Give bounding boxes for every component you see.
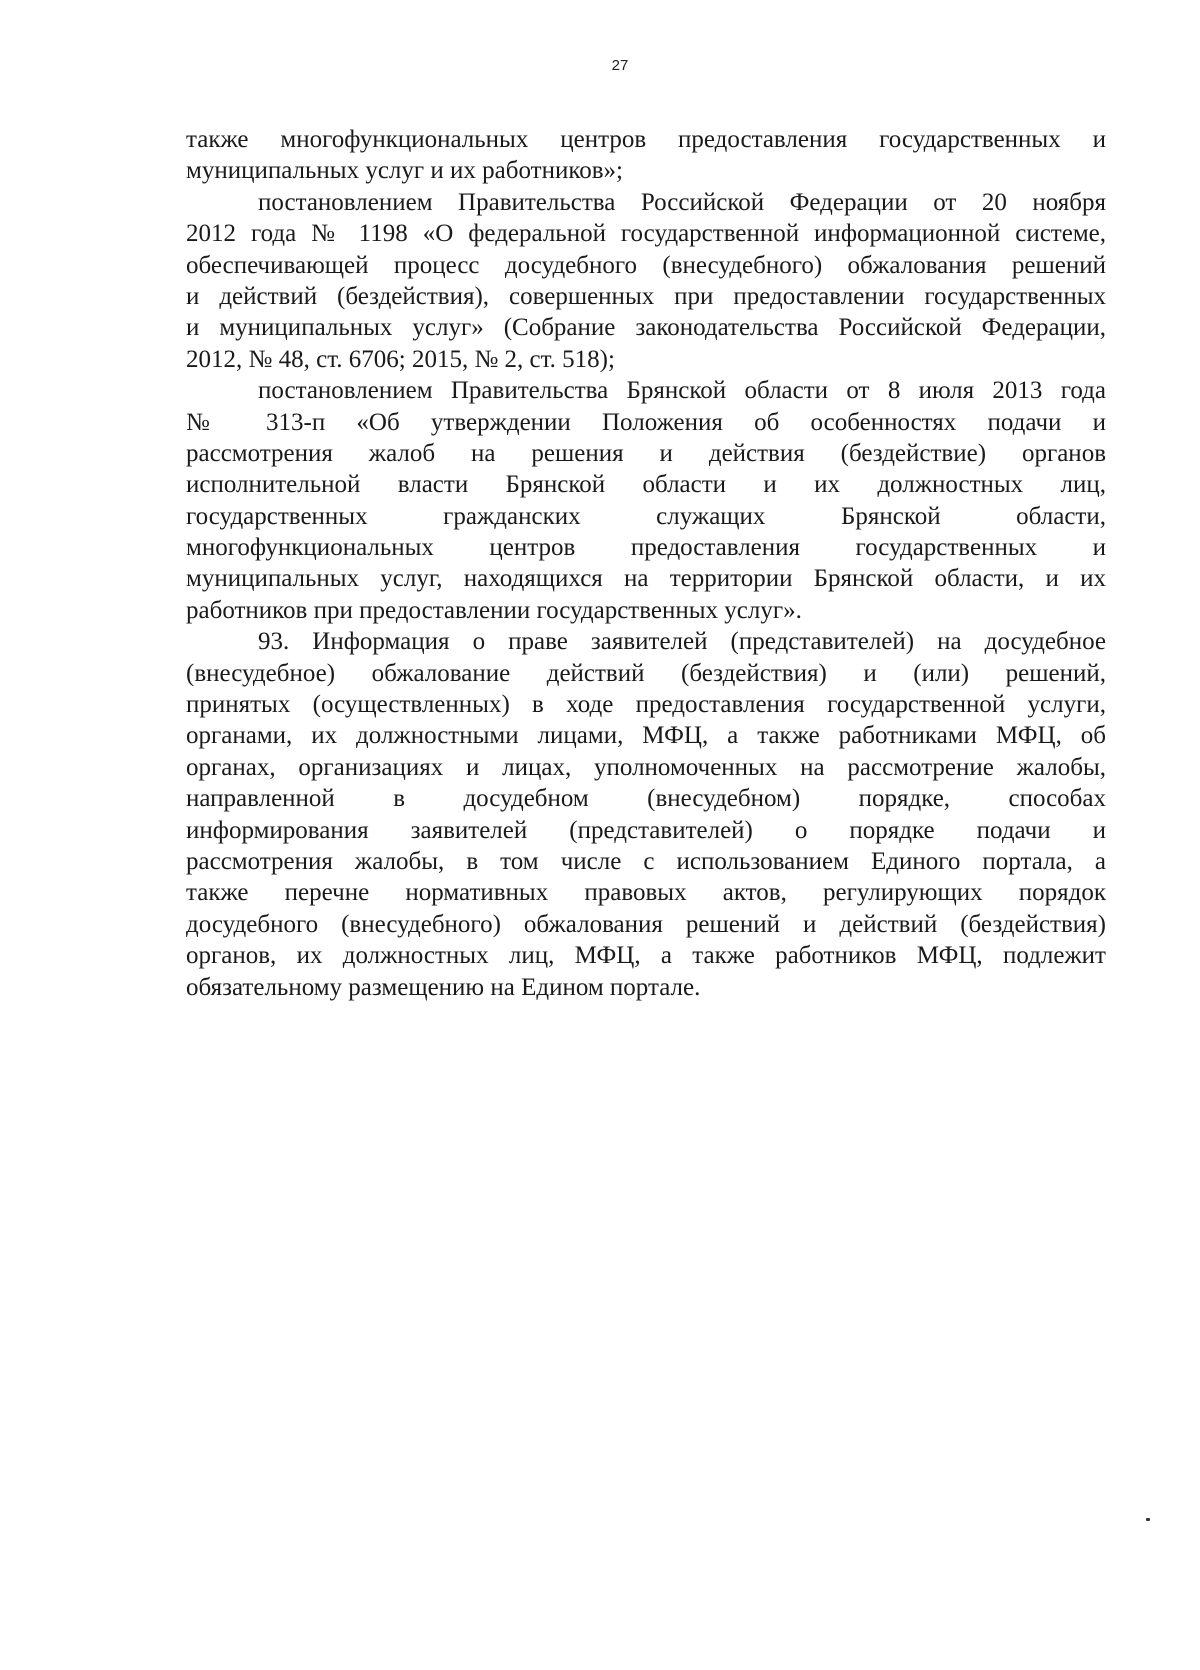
text-line: 2012 года № 1198 «О федеральной государственной информационной системе, bbox=[186, 220, 1106, 248]
text-line: рассмотрения жалобы, в том числе с использованием Единого портала, а bbox=[186, 847, 1106, 875]
scan-speck bbox=[1146, 1518, 1150, 1521]
text-line: исполнительной власти Брянской области и их должностных лиц, bbox=[186, 471, 1106, 499]
text-line: досудебного (внесудебного) обжалования решений и действий (бездействия) bbox=[186, 910, 1106, 938]
text-line: постановлением Правительства Российской Федерации от 20 ноября bbox=[258, 188, 1106, 216]
text-line: информирования заявителей (представителей) о порядке подачи и bbox=[186, 816, 1106, 844]
text-line: 2012, № 48, ст. 6706; 2015, № 2, ст. 518); bbox=[186, 345, 615, 373]
text-line: направленной в досудебном (внесудебном) порядке, способах bbox=[186, 785, 1106, 813]
text-line: постановлением Правительства Брянской области от 8 июля 2013 года bbox=[258, 377, 1106, 405]
text-line: также перечне нормативных правовых актов, регулирующих порядок bbox=[186, 879, 1106, 907]
text-line: органами, их должностными лицами, МФЦ, а также работниками МФЦ, об bbox=[186, 722, 1106, 750]
text-line: обязательному размещению на Едином портале. bbox=[186, 973, 701, 1001]
text-line: органах, организациях и лицах, уполномоченных на рассмотрение жалобы, bbox=[186, 753, 1106, 781]
text-line: рассмотрения жалоб на решения и действия (бездействие) органов bbox=[186, 439, 1106, 467]
text-line: многофункциональных центров предоставления государственных и bbox=[186, 534, 1106, 562]
text-line: и действий (бездействия), совершенных при предоставлении государственных bbox=[186, 282, 1106, 310]
document-body bbox=[186, 124, 1106, 1003]
text-line: 93. Информация о праве заявителей (представителей) на досудебное bbox=[258, 628, 1106, 656]
text-line: принятых (осуществленных) в ходе предоставления государственной услуги, bbox=[186, 691, 1106, 719]
text-line: государственных гражданских служащих Брянской области, bbox=[186, 502, 1106, 530]
text-line: муниципальных услуг и их работников»; bbox=[186, 157, 623, 185]
text-line: № 313-п «Об утверждении Положения об особенностях подачи и bbox=[186, 408, 1106, 436]
text-line: также многофункциональных центров предоставления государственных и bbox=[186, 126, 1106, 153]
text-line: работников при предоставлении государственных услуг». bbox=[186, 596, 802, 624]
text-line: муниципальных услуг, находящихся на территории Брянской области, и их bbox=[186, 565, 1106, 593]
text-line: и муниципальных услуг» (Собрание законодательства Российской Федерации, bbox=[186, 314, 1106, 342]
text-line: (внесудебное) обжалование действий (бездействия) и (или) решений, bbox=[186, 659, 1106, 687]
text-line: органов, их должностных лиц, МФЦ, а также работников МФЦ, подлежит bbox=[186, 942, 1106, 970]
page-number: 27 bbox=[611, 57, 629, 74]
text-line: обеспечивающей процесс досудебного (внесудебного) обжалования решений bbox=[186, 251, 1106, 279]
